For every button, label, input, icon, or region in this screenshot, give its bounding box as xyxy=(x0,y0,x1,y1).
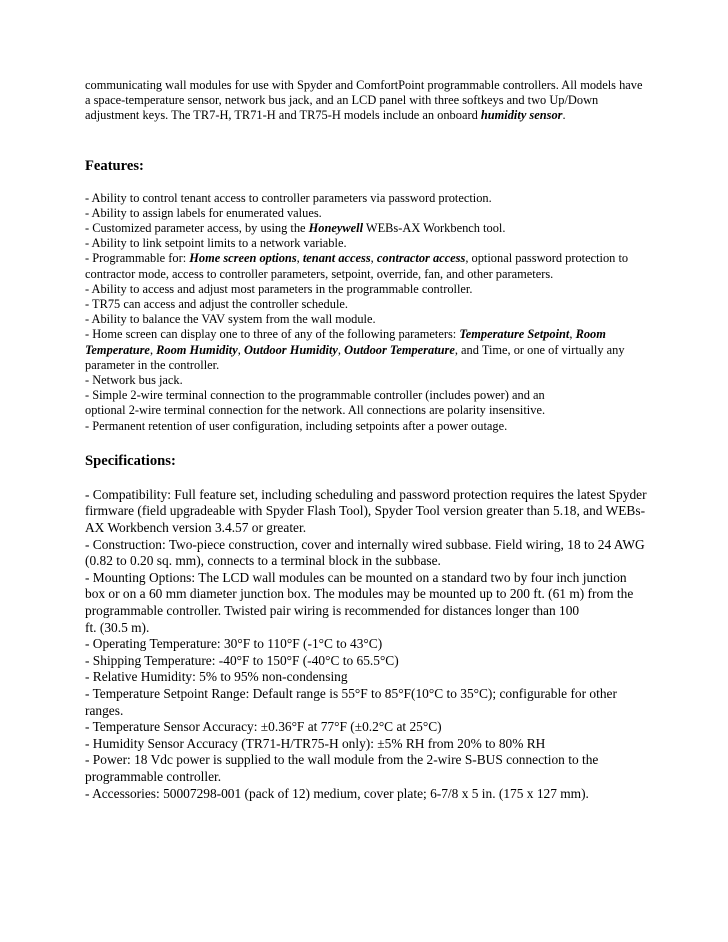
feature-item xyxy=(85,312,650,327)
specifications-heading: Specifications: xyxy=(85,452,176,469)
feature-item xyxy=(85,236,650,251)
spec-item: - Humidity Sensor Accuracy (TR71-H/TR75-H only): ±5% RH from 20% to 80% RH xyxy=(85,735,546,751)
feature-emphasis: contractor access xyxy=(376,251,466,266)
feature-text: , optional password protection to contractor mode, access to controller parameters, setpoint, override, fan, and other parameters. xyxy=(85,251,629,281)
feature-emphasis: Outdoor Temperature xyxy=(344,342,455,357)
feature-item xyxy=(85,297,650,312)
feature-text: , xyxy=(149,342,157,357)
intro-text-end: . xyxy=(562,108,566,123)
feature-emphasis: Room Temperature xyxy=(85,327,606,357)
feature-text: - TR75 can access and adjust the controller schedule. xyxy=(85,297,348,312)
feature-text: - Ability to assign labels for enumerated values. xyxy=(85,205,322,220)
feature-text: - Programmable for: xyxy=(85,251,190,266)
feature-text: - Ability to balance the VAV system from the wall module. xyxy=(85,312,376,327)
feature-item xyxy=(85,191,650,206)
feature-text: , xyxy=(337,342,345,357)
spec-item: - Power: 18 Vdc power is supplied to the wall module from the 2-wire S-BUS connection to the programmable controller. xyxy=(85,752,599,784)
spec-item: - Construction: Two-piece construction, cover and internally wired subbase. Field wiring, 18 to 24 AWG (0.82 to 0.20 sq. mm), connects to a terminal block in the subbase. xyxy=(85,536,645,569)
feature-text: - Ability to access and adjust most parameters in the programmable controller. xyxy=(85,281,473,296)
feature-item xyxy=(85,327,650,373)
feature-text: , and Time, or one of virtually any parameter in the controller. xyxy=(85,342,625,372)
feature-text: , xyxy=(296,251,303,266)
feature-item xyxy=(85,251,650,281)
feature-item xyxy=(85,419,650,434)
feature-item xyxy=(85,403,650,418)
spec-item: - Operating Temperature: 30°F to 110°F (-1°C to 43°C) xyxy=(85,636,383,652)
feature-text: - Customized parameter access, by using the xyxy=(85,221,309,236)
intro-text: communicating wall modules for use with Spyder and ComfortPoint programmable controllers. All models have a space-temperature sensor, network bus jack, and an LCD panel with three softkeys and two Up/Down adjustment keys. The TR7-H, TR71-H and TR75-H models include an onboard xyxy=(85,78,643,123)
feature-emphasis: tenant access xyxy=(302,251,371,266)
feature-item xyxy=(85,373,650,388)
feature-emphasis: Outdoor Humidity xyxy=(243,342,338,357)
spec-item: - Accessories: 50007298-001 (pack of 12) medium, cover plate; 6-7/8 x 5 in. (175 x 127 mm). xyxy=(85,785,589,801)
feature-text: , xyxy=(370,251,377,266)
spec-item: - Mounting Options: The LCD wall modules can be mounted on a standard two by four inch junction box or on a 60 mm diameter junction box. The modules may be mounted up to 200 ft. (61 m) from the programmable controller. Twisted pair wiring is recommended for distances longer than 100 xyxy=(85,569,634,619)
spec-item: - Temperature Sensor Accuracy: ±0.36°F at 77°F (±0.2°C at 25°C) xyxy=(85,719,442,735)
features-list xyxy=(85,191,650,434)
feature-text: - Home screen can display one to three of any of the following parameters: xyxy=(85,327,460,342)
spec-item: ft. (30.5 m). xyxy=(85,619,150,635)
feature-item xyxy=(85,282,650,297)
feature-emphasis: Honeywell xyxy=(308,221,364,236)
spec-item: - Temperature Setpoint Range: Default range is 55°F to 85°F(10°C to 35°C); configurable for other ranges. xyxy=(85,685,617,718)
feature-emphasis: Home screen options xyxy=(189,251,297,266)
feature-emphasis: Temperature Setpoint xyxy=(459,327,570,342)
feature-item xyxy=(85,206,650,221)
feature-text: - Network bus jack. xyxy=(85,373,183,388)
feature-text: - Ability to control tenant access to controller parameters via password protection. xyxy=(85,190,492,205)
feature-text: WEBs-AX Workbench tool. xyxy=(363,221,506,236)
intro-emphasis: humidity sensor xyxy=(480,108,563,123)
document-page xyxy=(85,78,650,802)
spec-item: - Compatibility: Full feature set, including scheduling and password protection requires the latest Spyder firmware (field upgradeable with Spyder Flash Tool), Spyder Tool version greater than 5.18, and WEBs-AX Workbench version 3.4.57 or greater. xyxy=(85,486,647,536)
specifications-list xyxy=(85,487,650,802)
feature-item xyxy=(85,388,650,403)
feature-emphasis: Room Humidity xyxy=(156,342,238,357)
feature-item xyxy=(85,221,650,236)
spec-item: - Shipping Temperature: -40°F to 150°F (-40°C to 65.5°C) xyxy=(85,652,399,668)
spec-item: - Relative Humidity: 5% to 95% non-condensing xyxy=(85,669,348,685)
feature-text: - Ability to link setpoint limits to a network variable. xyxy=(85,236,347,251)
feature-text: , xyxy=(569,327,576,342)
feature-text: , xyxy=(237,342,244,357)
features-heading: Features: xyxy=(85,157,144,174)
intro-paragraph xyxy=(85,78,650,124)
feature-text: - Permanent retention of user configuration, including setpoints after a power outage. xyxy=(85,418,508,433)
feature-text: optional 2-wire terminal connection for the network. All connections are polarity insensitive. xyxy=(85,403,546,418)
feature-text: - Simple 2-wire terminal connection to the programmable controller (includes power) and an xyxy=(85,388,545,403)
